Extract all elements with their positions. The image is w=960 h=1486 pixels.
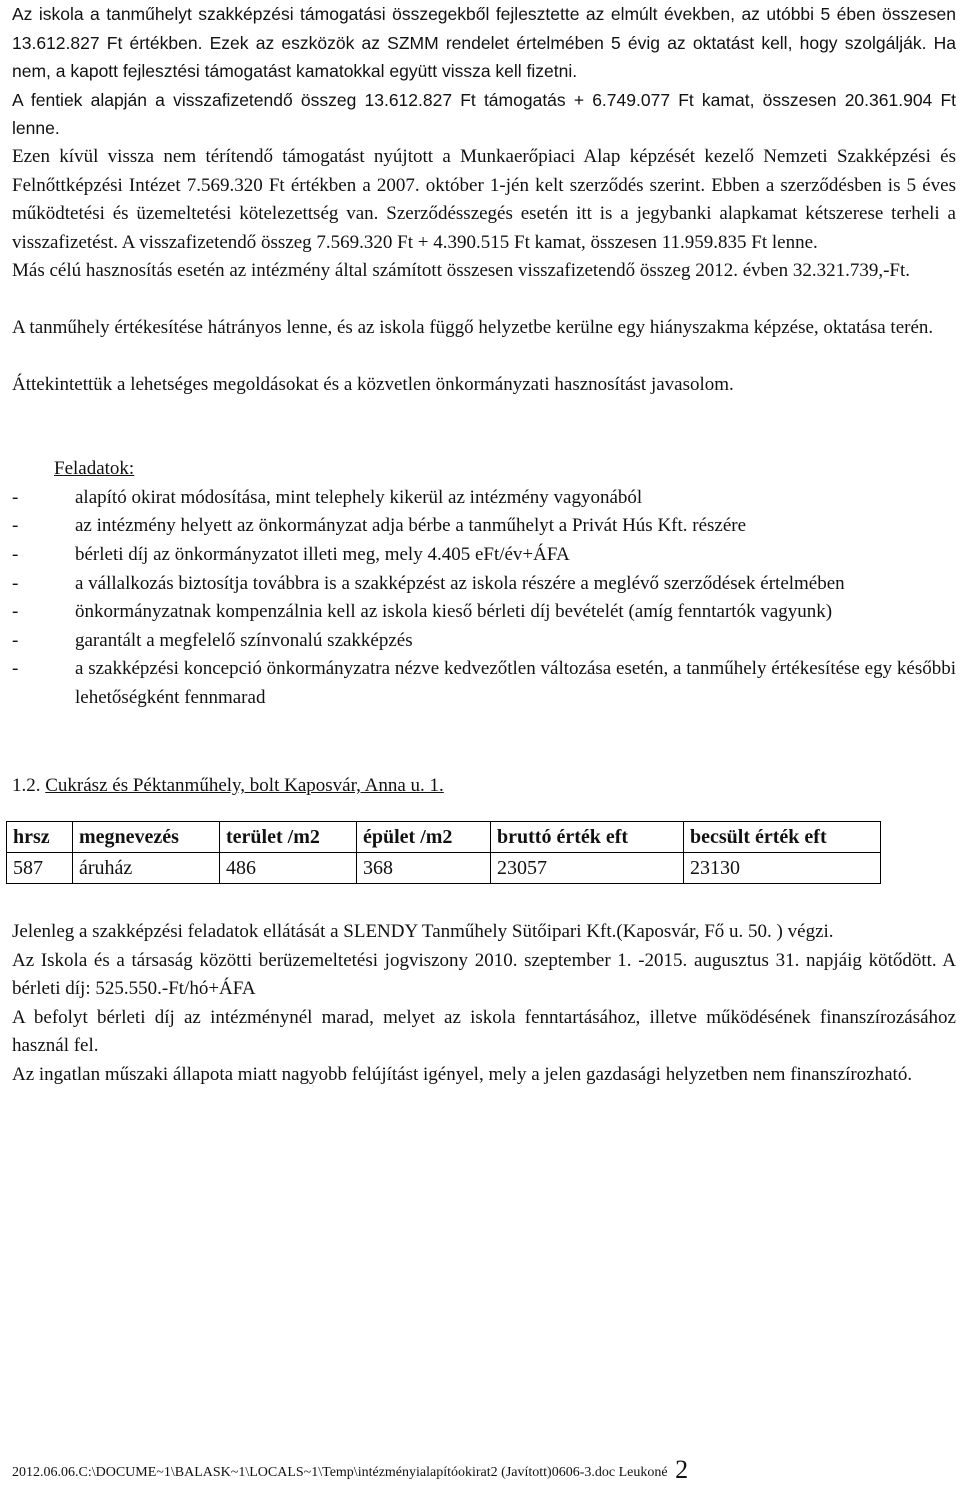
document-page (12, 0, 956, 1090)
column-header: hrsz (7, 822, 73, 853)
page-footer (12, 1453, 688, 1483)
valuation-paragraph: A tanműhely értékesítése hátrányos lenne, és az iskola függő helyzetbe kerülne egy hiányszakma képzése, oktatása terén. (12, 316, 934, 338)
table-cell: 486 (220, 853, 357, 884)
table-cell: 368 (357, 853, 491, 884)
intro-paragraph-1: Az iskola a tanműhelyt szakképzési támogatási összegekből fejlesztette az elmúlt években, az utóbbi 5 ében összesen 13.612.827 Ft értékben. Ezek az eszközök az SZMM rendelet értelmében 5 évig az oktatást kell, hogy szolgálják. Ha nem, a kapott fejlesztési támogatást kamatokkal együtt vissza kell fizetni. (12, 4, 956, 82)
details-paragraph-1: Jelenleg a szakképzési feladatok ellátását a SLENDY Tanműhely Sütőipari Kft.(Kaposvár, Fő u. 50. ) végzi. (12, 921, 834, 943)
page-number: 2 (675, 1455, 689, 1484)
list-item: - a szakképzési koncepció önkormányzatra nézve kedvezőtlen változása esetén, a tanműhely értékesítése egy későbbi lehetőségként fennmarad (12, 655, 956, 712)
column-header: becsült érték eft (684, 822, 881, 853)
list-item: - önkormányzatnak kompenzálnia kell az iskola kieső bérleti díj bevételét (amíg fenntartók vagyunk) (12, 598, 956, 627)
spacer (12, 712, 956, 772)
spacer (12, 399, 956, 455)
column-header: megnevezés (73, 822, 220, 853)
property-table (6, 821, 881, 884)
intro-paragraph-3: Ezen kívül vissza nem térítendő támogatást nyújtott a Munkaerőpiaci Alap képzését kezelő Nemzeti Szakképzési és Felnőttképzési Intézet 7.569.320 Ft értékben a 2007. október 1-jén kelt szerződés szerint. Ebben a szerződésben is 5 éves működtetési és üzemeltetési kötelezettség van. Szerződésszegés esetén itt is a jegybanki alapkamat kétszerese terheli a visszafizetést. A visszafizetendő összeg 7.569.320 Ft + 4.390.515 Ft kamat, összesen 11.959.835 Ft lenne. (12, 145, 956, 253)
section-number: 1.2. (12, 775, 41, 797)
column-header: épület /m2 (357, 822, 491, 853)
tasks-heading (12, 455, 956, 484)
list-item: - garantált a megfelelő színvonalú szakképzés (12, 627, 956, 656)
section-title: Cukrász és Péktanműhely, bolt Kaposvár, Anna u. 1. (45, 775, 444, 797)
list-item: - bérleti díj az önkormányzatot illeti meg, mely 4.405 eFt/év+ÁFA (12, 541, 956, 570)
intro-paragraph-2: A fentiek alapján a visszafizetendő összeg 13.612.827 Ft támogatás + 6.749.077 Ft kamat, összesen 20.361.904 Ft lenne. (12, 89, 956, 139)
table-cell: 23057 (491, 853, 684, 884)
details-paragraph-4: Az ingatlan műszaki állapota miatt nagyobb felújítást igényel, mely a jelen gazdasági helyzetben nem finanszírozható. (12, 1064, 913, 1086)
table-cell: 23130 (684, 853, 881, 884)
recommendation-paragraph: Áttekintettük a lehetséges megoldásokat és a közvetlen önkormányzati hasznosítást javasolom. (12, 373, 734, 395)
tasks-list (12, 484, 956, 713)
table-header-row (7, 822, 881, 853)
spacer (12, 801, 956, 821)
section-heading (12, 772, 956, 801)
footer-path: 2012.06.06.C:\DOCUME~1\BALASK~1\LOCALS~1\Temp\intézményialapítóokirat2 (Javított)0606-3.doc Leukoné (12, 1465, 668, 1480)
list-item: - a vállalkozás biztosítja továbbra is a szakképzést az iskola részére a meglévő szerződések értelmében (12, 570, 956, 599)
column-header: terület /m2 (220, 822, 357, 853)
tasks-heading-text: Feladatok: (54, 458, 135, 480)
table-row (7, 853, 881, 884)
spacer (12, 286, 956, 314)
table-cell: áruház (73, 853, 220, 884)
intro-paragraph-4: Más célú hasznosítás esetén az intézmény által számított összesen visszafizetendő összeg 2012. évben 32.321.739,-Ft. (12, 260, 911, 282)
list-item: - alapító okirat módosítása, mint telephely kikerül az intézmény vagyonából (12, 484, 956, 513)
spacer (12, 343, 956, 371)
spacer (12, 884, 956, 918)
details-paragraph-3: A befolyt bérleti díj az intézménynél marad, melyet az iskola fenntartásához, illetve működésének finanszírozásához használ fel. (12, 1006, 956, 1057)
details-paragraph-2: Az Iskola és a társaság közötti berüzemeltetési jogviszony 2010. szeptember 1. -2015. augusztus 31. napjáig kötődött. A bérleti díj: 525.550.-Ft/hó+ÁFA (12, 949, 956, 1000)
table-cell: 587 (7, 853, 73, 884)
column-header: bruttó érték eft (491, 822, 684, 853)
list-item: - az intézmény helyett az önkormányzat adja bérbe a tanműhelyt a Privát Hús Kft. részére (12, 512, 956, 541)
